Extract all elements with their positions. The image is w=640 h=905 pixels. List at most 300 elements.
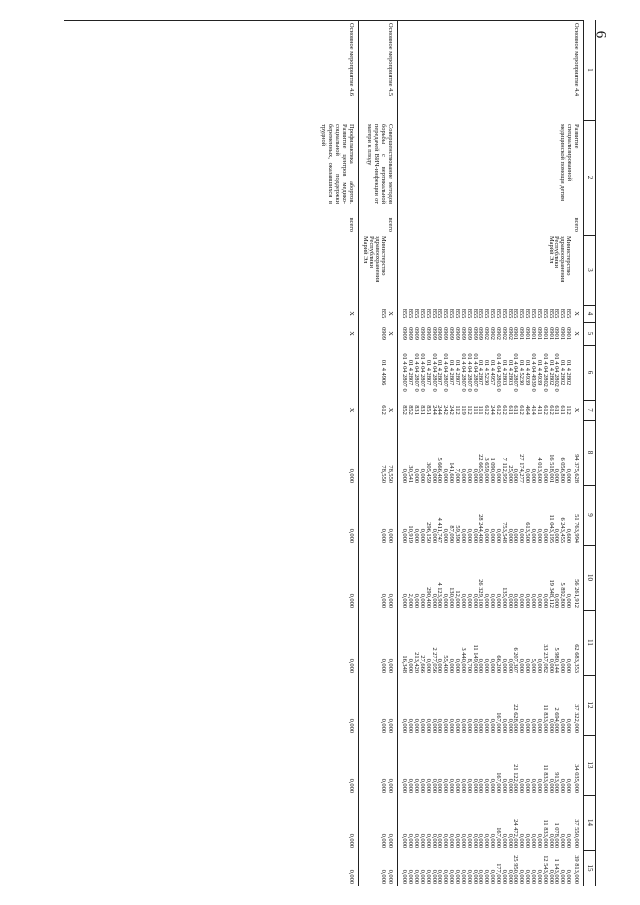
executor-line: Министерство [379, 236, 387, 276]
row-value: 0,000 [559, 833, 567, 848]
csr-code: 01 4 04 2802 0 [541, 353, 549, 392]
rzpr-code: 0902 [489, 327, 497, 340]
column-header: 10 [586, 574, 594, 581]
total-grbs: Х [387, 311, 395, 316]
vr-code: 464 [524, 405, 532, 415]
total-label: всего [348, 217, 356, 232]
rzpr-code: 0902 [506, 327, 514, 340]
row-value: 5 666,400 [436, 457, 444, 483]
row-value: 0,000 [401, 718, 409, 733]
row-value: 0,000 [559, 869, 567, 884]
row-value: 0,000 [459, 833, 467, 848]
total-value: 0,000 [387, 658, 395, 673]
row-value: 0,000 [483, 869, 491, 884]
rzpr-code: 0901 [541, 327, 549, 340]
vr-code: 119 [459, 405, 467, 415]
row-value: 0,000 [459, 718, 467, 733]
total-value: 0,000 [348, 658, 356, 673]
row-value: 0,000 [530, 778, 538, 793]
row-value: 26 329,100 [477, 579, 485, 608]
row-value: 2,000 [407, 593, 415, 608]
rzpr-code: 0909 [454, 327, 461, 340]
csr-code: 01 4 04 2803 0 [494, 353, 502, 392]
row-value: 0,000 [418, 869, 426, 884]
row-value: 0,000 [530, 869, 538, 884]
vr-code: 612 [500, 405, 508, 415]
row-value: 1 078,000 [553, 822, 561, 848]
rzpr-code: 0902 [500, 327, 508, 340]
row-value: 0,000 [518, 869, 526, 884]
row-value: 0,000 [483, 833, 491, 848]
row-value: 11 043,195 [547, 514, 555, 543]
row-value: 0,000 [512, 528, 520, 543]
row-value: 0,000 [477, 869, 485, 884]
column-header: 2 [586, 175, 594, 180]
row-value: 0,000 [459, 528, 467, 543]
row-value: 0,000 [471, 593, 479, 608]
csr-code: 01 4 2807 [448, 359, 456, 386]
row-value: 0,000 [547, 658, 555, 673]
vr-code: 852 [401, 405, 409, 415]
section-label: Основное мероприятие 4.4 [573, 23, 580, 97]
row-value: 12,000 [454, 590, 461, 608]
row-value: 0,000 [565, 718, 573, 733]
row-value: 0,000 [471, 528, 479, 543]
grbs-code: 855 [436, 308, 444, 319]
row-value: 0,000 [436, 778, 444, 793]
row-value: 305,459 [424, 462, 432, 483]
csr-code: 01 4 4957 [489, 359, 497, 386]
row-value: 0,000 [424, 658, 432, 673]
row-value: 0,000 [430, 593, 438, 608]
row-value: 0,000 [500, 778, 508, 793]
vr-code: 411 [535, 405, 543, 415]
vr-code: 831 [418, 405, 426, 415]
rzpr-code: 0909 [424, 327, 432, 340]
rzpr-code: 0909 [413, 327, 421, 340]
csr-code: 01 4 04 2807 0 [401, 353, 409, 392]
grbs-code: 855 [547, 308, 555, 319]
row-value: 0,000 [518, 833, 526, 848]
row-value: 167,000 [494, 827, 502, 848]
row-value: 30,541 [407, 465, 415, 483]
row-value: 0,000 [418, 718, 426, 733]
total-label: всего [573, 217, 580, 232]
rzpr-code: 0902 [494, 327, 502, 340]
row-value: 0,000 [379, 833, 387, 848]
row-value: 0,000 [454, 833, 461, 848]
csr-code: 01 4 04 2802 0 [553, 353, 561, 392]
row-value: 0,000 [465, 718, 473, 733]
header-bottom-border [583, 20, 584, 886]
row-value: 0,000 [430, 468, 438, 483]
row-value: 0,000 [418, 833, 426, 848]
row-value: 0,000 [407, 778, 415, 793]
row-value: 0,000 [553, 468, 561, 483]
row-value: 0,000 [401, 593, 409, 608]
vr-code: 831 [413, 405, 421, 415]
row-value: 4 411,747 [436, 517, 444, 543]
row-value: 0,000 [430, 528, 438, 543]
grbs-code: 855 [418, 308, 426, 319]
rzpr-code: 0909 [465, 327, 473, 340]
csr-code: 01 4 2807 [454, 359, 461, 386]
grbs-code: 855 [401, 308, 409, 319]
row-value: 0,000 [506, 778, 514, 793]
row-value: 913,000 [553, 772, 561, 793]
grbs-code: 855 [512, 308, 520, 319]
row-value: 22 665,000 [477, 454, 485, 483]
rzpr-code: 0909 [459, 327, 467, 340]
row-value: 0,000 [547, 778, 555, 793]
row-value: 0,000 [436, 833, 444, 848]
row-value: 0,000 [530, 593, 538, 608]
total-value: 0,000 [348, 869, 356, 884]
row-value: 0,000 [442, 468, 450, 483]
rzpr-code: 0909 [379, 327, 387, 340]
csr-code: 01 4 04 2807 0 [430, 353, 438, 392]
row-value: 11 149,000 [471, 644, 479, 673]
rzpr-code: 0909 [407, 327, 415, 340]
row-value: 24 472,000 [512, 819, 520, 848]
csr-code: 01 4 2807 [407, 359, 415, 386]
row-value: 0,000 [465, 778, 473, 793]
vr-code: 612 [494, 405, 502, 415]
row-value: 0,000 [489, 528, 497, 543]
row-value: 4 123,900 [436, 582, 444, 608]
row-value: 0,000 [436, 718, 444, 733]
rzpr-code: 0909 [430, 327, 438, 340]
grbs-code: 855 [448, 308, 456, 319]
row-value: 0,000 [401, 778, 409, 793]
row-value: 0,000 [565, 778, 573, 793]
column-header: 9 [586, 513, 594, 517]
row-value: 0,000 [524, 658, 532, 673]
row-value: 0,000 [553, 528, 561, 543]
csr-code: 01 4 04 2807 0 [442, 353, 450, 392]
rzpr-code: 0909 [436, 327, 444, 340]
csr-code: 01 4 5230 [483, 359, 491, 386]
vr-code: 112 [565, 405, 573, 415]
csr-code: 01 4 4939 [535, 359, 543, 386]
row-value: 0,000 [547, 833, 555, 848]
header-top-border [595, 20, 596, 886]
total-value: 0,000 [387, 718, 395, 733]
vr-code: 612 [379, 405, 387, 415]
row-value: 0,000 [489, 658, 497, 673]
row-value: 0,000 [541, 468, 549, 483]
vr-code: 612 [483, 405, 491, 415]
row-value: 0,000 [407, 869, 415, 884]
column-header: 8 [586, 450, 594, 455]
row-value: 11 833,000 [541, 704, 549, 733]
vr-code: 611 [506, 405, 514, 415]
row-value: 167,000 [494, 772, 502, 793]
section-name: Профилактика абортов. Развитие центров медико-социальной поддержки беременных, оказавшихся в трудной [320, 124, 356, 204]
row-value: 1 143,000 [553, 858, 561, 884]
rzpr-code: 0909 [448, 327, 456, 340]
vr-code: 611 [553, 405, 561, 415]
vr-code: 112 [465, 405, 473, 415]
row-value: 0,000 [430, 718, 438, 733]
row-value: 4 013,600 [535, 457, 543, 483]
row-value: 0,000 [524, 778, 532, 793]
row-value: 0,000 [465, 869, 473, 884]
row-value: 0,000 [518, 778, 526, 793]
vr-code: 414 [530, 405, 538, 415]
row-value: 1 090,000 [489, 457, 497, 483]
executor-line: Марий Эл [547, 236, 555, 264]
vr-code: 244 [436, 405, 444, 415]
row-value: 0,000 [506, 658, 514, 673]
row-value: 25,000 [506, 465, 514, 483]
grbs-code: 855 [524, 308, 532, 319]
grbs-code: 855 [530, 308, 538, 319]
grbs-code: 855 [565, 308, 573, 319]
row-value: 0,000 [401, 869, 409, 884]
rzpr-code: 0901 [512, 327, 520, 340]
row-value: 27 174,277 [518, 454, 526, 483]
column-header: 5 [586, 331, 594, 336]
row-value: 33 237,082 [541, 644, 549, 673]
row-value: 0,000 [448, 778, 456, 793]
total-value: 0,000 [387, 528, 395, 543]
rzpr-code: 0901 [553, 327, 561, 340]
vr-code: 112 [454, 405, 461, 415]
row-value: 0,000 [430, 778, 438, 793]
row-value: 0,000 [379, 593, 387, 608]
row-value: 2 694,000 [553, 707, 561, 733]
rzpr-code: 0901 [524, 327, 532, 340]
vr-code: 611 [559, 405, 567, 415]
executor-line: Министерство [565, 236, 573, 276]
csr-code: 01 4 2807 [424, 359, 432, 386]
row-value: 0,000 [477, 658, 485, 673]
row-value: 0,000 [530, 833, 538, 848]
rzpr-code: 0901 [518, 327, 526, 340]
row-value: 0,000 [547, 869, 555, 884]
section-separator [359, 20, 360, 886]
row-value: 0,000 [418, 778, 426, 793]
row-value: 0,000 [424, 833, 432, 848]
total-label: всего [387, 217, 395, 232]
row-value: 6 207,307 [512, 647, 520, 673]
grbs-code: 855 [477, 308, 485, 319]
row-value: 0,000 [524, 833, 532, 848]
total-value: 0,000 [348, 528, 356, 543]
row-value: 0,000 [379, 528, 387, 543]
total-value: 37 322,000 [573, 704, 580, 733]
rzpr-code: 0909 [477, 327, 485, 340]
grbs-code: 855 [379, 308, 387, 319]
row-value: 0,000 [413, 528, 421, 543]
row-value: 0,000 [489, 593, 497, 608]
row-value: 0,000 [379, 869, 387, 884]
row-value: 0,000 [413, 833, 421, 848]
row-value: 167,000 [494, 712, 502, 733]
row-value: 66,200 [494, 655, 502, 673]
row-value: 0,000 [471, 718, 479, 733]
row-value: 0,000 [489, 869, 497, 884]
row-value: 19 348,112 [547, 579, 555, 608]
section-separator [398, 20, 399, 886]
row-value: 21 122,000 [512, 764, 520, 793]
row-value: 0,000 [524, 718, 532, 733]
row-value: 0,000 [442, 718, 450, 733]
section-label: Основное мероприятие 4.6 [348, 23, 356, 97]
vr-code: 111 [471, 405, 479, 415]
grbs-code: 855 [471, 308, 479, 319]
csr-code: 01 4 04 2807 0 [512, 353, 520, 392]
total-value: 0,000 [387, 778, 395, 793]
row-value: 12 543,000 [541, 855, 549, 884]
column-header: 13 [586, 761, 594, 769]
row-value: 0,000 [553, 593, 561, 608]
row-value: 296,150 [424, 522, 432, 543]
total-value: 78,550 [387, 465, 395, 483]
grbs-code: 855 [424, 308, 432, 319]
row-value: 0,000 [518, 528, 526, 543]
row-value: 0,000 [418, 528, 426, 543]
row-value: 0,000 [454, 778, 461, 793]
row-value: 3 659,000 [483, 457, 491, 483]
row-value: 0,000 [379, 658, 387, 673]
row-value: 7,000 [454, 468, 461, 483]
row-value: 0,000 [530, 468, 538, 483]
row-value: 0,000 [489, 778, 497, 793]
row-value: 27,666 [418, 655, 426, 673]
grbs-code: 855 [535, 308, 543, 319]
row-value: 8,700 [465, 658, 473, 673]
row-value: 0,000 [430, 833, 438, 848]
vr-code: 851 [424, 405, 432, 415]
total-grbs: Х [348, 311, 356, 316]
row-value: 0,000 [541, 528, 549, 543]
csr-code: 01 4 04 2807 0 [418, 353, 426, 392]
vr-code: 242 [442, 405, 450, 415]
row-value: 0,000 [459, 593, 467, 608]
row-value: 0,000 [535, 833, 543, 848]
row-value: 0,000 [424, 778, 432, 793]
csr-code: 01 4 2807 [477, 359, 485, 386]
rzpr-code: 0901 [535, 327, 543, 340]
total-rzpr: Х [348, 331, 356, 336]
total-value: 0,000 [387, 593, 395, 608]
rzpr-code: 0901 [565, 327, 573, 340]
row-value: 5,000 [530, 658, 538, 673]
grbs-code: 855 [494, 308, 502, 319]
csr-code: 01 4 2803 [506, 359, 514, 386]
row-value: 0,000 [565, 833, 573, 848]
column-header: 3 [586, 268, 594, 272]
row-value: 0,000 [535, 593, 543, 608]
row-value: 0,000 [506, 593, 514, 608]
vr-code: 244 [430, 405, 438, 415]
page-number: 6 [592, 30, 609, 39]
row-value: 0,000 [413, 778, 421, 793]
grbs-code: 855 [407, 308, 415, 319]
row-value: 0,000 [506, 528, 514, 543]
row-value: 0,000 [465, 468, 473, 483]
column-header: 1 [586, 68, 594, 72]
rzpr-code: 0909 [418, 327, 426, 340]
row-value: 0,000 [506, 869, 514, 884]
row-value: 0,000 [379, 718, 387, 733]
rzpr-code: 0901 [559, 327, 567, 340]
row-value: 0,000 [483, 778, 491, 793]
row-value: 0,000 [500, 718, 508, 733]
rzpr-code: 0902 [483, 327, 491, 340]
vr-code: 244 [489, 405, 497, 415]
row-value: 16 518,001 [547, 454, 555, 483]
row-value: 0,000 [401, 468, 409, 483]
row-value: 0,000 [436, 869, 444, 884]
row-value: 5 980,144 [553, 647, 561, 673]
row-value: 290,400 [424, 587, 432, 608]
row-value: 0,000 [518, 593, 526, 608]
executor-line: Республики [367, 236, 375, 269]
row-value: 0,000 [459, 468, 467, 483]
row-value: 0,000 [530, 718, 538, 733]
column-header: 7 [586, 408, 594, 412]
row-value: 130,000 [448, 587, 456, 608]
column-header: 6 [586, 370, 594, 375]
row-value: 0,000 [413, 593, 421, 608]
csr-code: 01 4 2803 [500, 359, 508, 386]
csr-code: 01 4 4906 [379, 359, 387, 386]
budget-table [64, 20, 596, 886]
grbs-code: 855 [559, 308, 567, 319]
vr-code: 611 [512, 405, 520, 415]
row-value: 25 950,000 [512, 855, 520, 884]
column-header: 15 [586, 864, 594, 872]
row-value: 0,000 [483, 593, 491, 608]
row-value: 0,000 [465, 593, 473, 608]
total-vr: Х [348, 407, 356, 413]
row-value: 0,000 [565, 593, 573, 608]
executor-line: здравоохранения [559, 236, 567, 283]
row-value: 0,000 [459, 778, 467, 793]
rzpr-code: 0909 [442, 327, 450, 340]
row-value: 0,000 [541, 593, 549, 608]
row-value: 0,000 [500, 658, 508, 673]
row-value: 3 440,000 [459, 647, 467, 673]
row-value: 0,000 [518, 658, 526, 673]
total-vr: Х [387, 407, 395, 413]
row-value: 0,000 [535, 528, 543, 543]
row-value: 0,000 [535, 718, 543, 733]
row-value: 0,000 [471, 468, 479, 483]
row-value: 11 833,000 [541, 764, 549, 793]
vr-code: 612 [547, 405, 555, 415]
row-value: 0,000 [524, 468, 532, 483]
row-value: 59,390 [454, 525, 461, 543]
row-value: 2 277,056 [430, 647, 438, 673]
row-value: 213,420 [413, 652, 421, 673]
section-label: Основное мероприятие 4.5 [387, 23, 395, 97]
row-value: 0,000 [471, 869, 479, 884]
row-value: 0,000 [442, 869, 450, 884]
grbs-code: 855 [500, 308, 508, 319]
row-value: 0,000 [494, 593, 502, 608]
total-value: 37 550,000 [573, 819, 580, 848]
row-value: 0,000 [559, 718, 567, 733]
row-value: 0,000 [494, 468, 502, 483]
row-value: 0,000 [407, 833, 415, 848]
vr-code: 242 [448, 405, 456, 415]
total-value: 51 763,994 [573, 514, 580, 543]
column-header: 14 [586, 819, 594, 826]
